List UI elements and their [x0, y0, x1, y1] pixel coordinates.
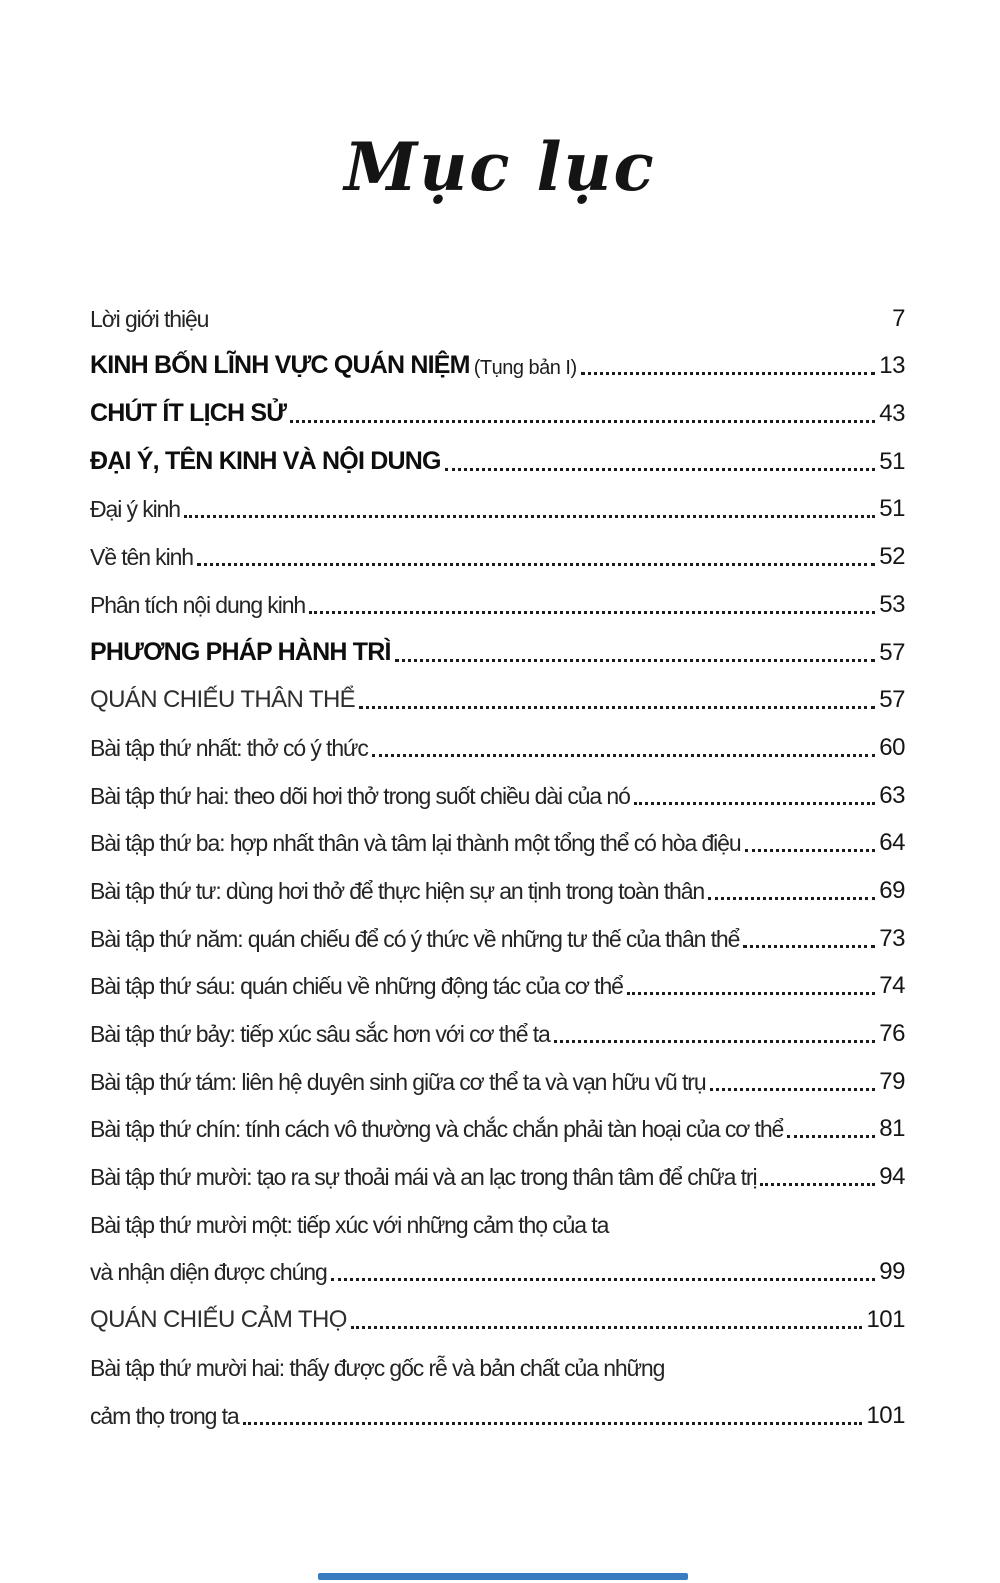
leader-dots [351, 1326, 863, 1329]
toc-entry [90, 864, 905, 912]
leader-dots [581, 372, 876, 375]
leader-dots [184, 515, 875, 518]
leader-dots [359, 706, 875, 709]
toc-entry-label: Bài tập thứ ba: hợp nhất thân và tâm lại thành một tổng thể có hòa điệu [90, 830, 741, 857]
leader-dots [760, 1183, 875, 1186]
toc-entry-label: cảm thọ trong ta [90, 1402, 239, 1429]
toc-entry [90, 435, 905, 483]
toc-entry-label: PHƯƠNG PHÁP HÀNH TRÌ [90, 637, 391, 666]
toc-entry-page: 99 [879, 1258, 905, 1286]
toc-entry-page: 101 [866, 1401, 905, 1429]
toc-entry [90, 578, 905, 626]
toc-entry [90, 1246, 905, 1294]
toc-entry-label: Bài tập thứ bảy: tiếp xúc sâu sắc hơn với cơ thể ta [90, 1021, 550, 1047]
toc-entry-label: và nhận diện được chúng [90, 1259, 327, 1286]
toc-entry [90, 1055, 905, 1103]
toc-entry-label: Bài tập thứ tám: liên hệ duyên sinh giữa cơ thể ta và vạn hữu vũ trụ [90, 1068, 706, 1095]
leader-dots [634, 802, 876, 805]
toc-entry-label: Bài tập thứ mười một: tiếp xúc với những cảm thọ của ta [90, 1211, 609, 1238]
toc-entry [90, 340, 905, 388]
toc-entry-label: Phân tích nội dung kinh [90, 591, 306, 618]
toc-entry-page: 57 [879, 638, 905, 666]
toc-entry [90, 292, 905, 340]
toc-entry [90, 530, 905, 578]
toc-entry-page: 101 [866, 1306, 905, 1334]
toc-entry-page: 57 [879, 686, 905, 714]
toc-entry [90, 817, 905, 865]
toc-entry-label: Bài tập thứ mười hai: thấy được gốc rễ và bản chất của những [90, 1354, 665, 1381]
leader-dots [331, 1278, 876, 1281]
toc-entry-label: Bài tập thứ năm: quán chiếu để có ý thức về những tư thế của thân thể [90, 925, 740, 952]
leader-dots [554, 1040, 876, 1043]
toc-entry-label: Đại ý kinh [90, 496, 180, 523]
leader-dots [309, 611, 875, 614]
toc-entry-label: QUÁN CHIẾU CẢM THỌ [90, 1306, 347, 1334]
leader-dots [372, 754, 876, 757]
leader-dots [197, 563, 875, 566]
toc-entry-page: 7 [892, 304, 905, 332]
toc-entry-page: 51 [879, 495, 905, 523]
toc-entry [90, 912, 905, 960]
toc-entry [90, 721, 905, 769]
toc-entry-page: 64 [879, 829, 905, 857]
leader-dots [243, 1422, 863, 1425]
leader-dots [445, 468, 876, 471]
toc-entry [90, 1293, 905, 1341]
toc-entry [90, 769, 905, 817]
leader-dots [743, 945, 875, 948]
toc-entry-page: 69 [879, 876, 905, 904]
toc-entry [90, 626, 905, 674]
toc-entry-label: ĐẠI Ý, TÊN KINH VÀ NỘI DUNG [90, 446, 441, 475]
toc-entry-label: Bài tập thứ nhất: thở có ý thức [90, 734, 368, 761]
toc-entry-page: 73 [879, 924, 905, 952]
toc-entry-label: Bài tập thứ hai: theo dõi hơi thở trong suốt chiều dài của nó [90, 782, 630, 809]
toc-entry [90, 1103, 905, 1151]
toc-entry-label: Bài tập thứ tư: dùng hơi thở để thực hiện sự an tịnh trong toàn thân [90, 877, 705, 904]
toc-entry-label: CHÚT ÍT LỊCH SỬ [90, 399, 287, 428]
toc-entry [90, 1389, 905, 1437]
toc-entry-label: Bài tập thứ sáu: quán chiếu về những động tác của cơ thể [90, 973, 623, 1000]
toc-entry-page: 43 [879, 400, 905, 428]
toc-entry-label: Về tên kinh [90, 544, 193, 571]
toc-entry-label: QUÁN CHIẾU THÂN THỂ [90, 686, 356, 714]
toc-entry-label: Bài tập thứ chín: tính cách vô thường và chắc chắn phải tàn hoại của cơ thể [90, 1116, 784, 1143]
toc-entry [90, 1198, 905, 1246]
toc-entry-page: 74 [879, 972, 905, 1000]
leader-dots [395, 659, 876, 662]
leader-dots [745, 849, 876, 852]
toc-entry [90, 1150, 905, 1198]
table-of-contents [90, 292, 905, 1437]
toc-entry [90, 387, 905, 435]
toc-entry-page: 94 [879, 1163, 905, 1191]
leader-dots [290, 420, 875, 423]
toc-entry-label: Lời giới thiệu [90, 305, 209, 332]
toc-entry [90, 960, 905, 1008]
toc-entry-page: 81 [879, 1115, 905, 1143]
toc-entry [90, 674, 905, 722]
toc-entry [90, 1341, 905, 1389]
toc-entry-suffix: (Tụng bản I) [473, 357, 577, 380]
toc-entry-page: 79 [879, 1067, 905, 1095]
toc-entry [90, 483, 905, 531]
leader-dots [708, 897, 875, 900]
leader-dots [710, 1088, 876, 1091]
toc-entry-page: 63 [879, 781, 905, 809]
toc-entry-page: 76 [879, 1020, 905, 1047]
toc-entry-page: 51 [879, 447, 905, 475]
toc-entry-page: 60 [879, 733, 905, 761]
toc-entry-label: Bài tập thứ mười: tạo ra sự thoải mái và an lạc trong thân tâm để chữa trị [90, 1164, 757, 1191]
leader-dots [787, 1135, 875, 1138]
toc-entry-page: 52 [879, 543, 905, 571]
page-indicator-bar [318, 1573, 688, 1580]
toc-entry-label: KINH BỐN LĨNH VỰC QUÁN NIỆM [90, 351, 470, 380]
toc-entry [90, 1007, 905, 1055]
toc-entry-page: 53 [879, 590, 905, 618]
toc-entry-page: 13 [879, 352, 905, 380]
leader-dots [627, 992, 875, 995]
page-title: Mục lục [344, 128, 656, 206]
